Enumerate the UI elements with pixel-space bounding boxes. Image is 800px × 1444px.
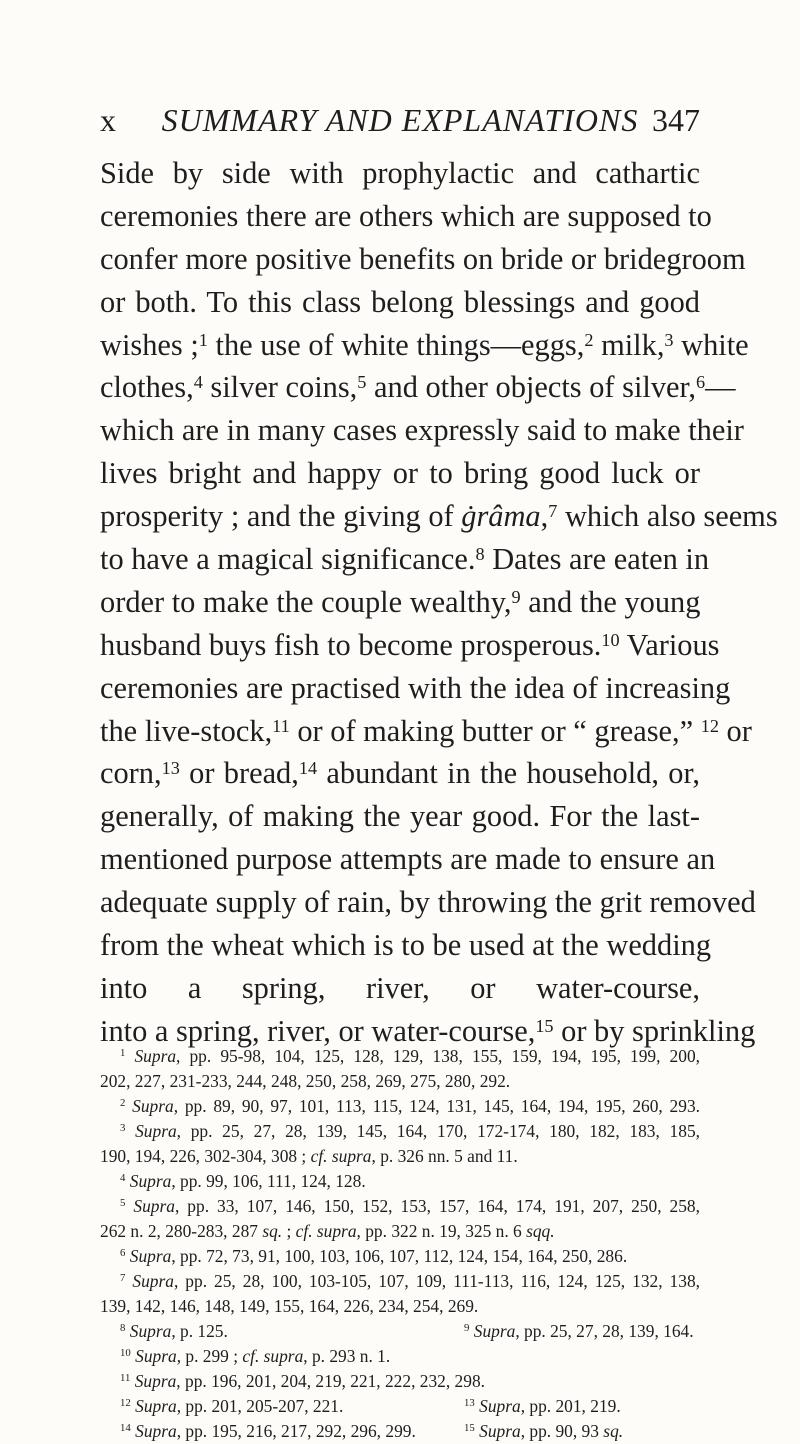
footnote: $^7$ Supra, pp. 25, 28, 100, 103-105, 107, 109, 111-113, 116, 124, 125, 132, 138, (120, 1271, 700, 1291)
footnote-ref: 12 (700, 715, 719, 736)
body-line: clothes,$^4$ silver coins,$^5$ and other objects of silver,$^6$— (100, 370, 736, 405)
main-paragraph (100, 152, 778, 1053)
running-title: SUMMARY AND EXPLANATIONS (161, 102, 639, 138)
running-header (100, 100, 700, 140)
body-line: mentioned purpose attempts are made to ensure an (100, 842, 716, 877)
body-line: prosperity ; and the giving of ġrâma,$^7$ which also seems (100, 499, 778, 534)
footnote-pair (100, 1319, 700, 1344)
body-line: order to make the couple wealthy,$^9$ and the young (100, 584, 701, 619)
body-line: husband buys fish to become prosperous.$^{10}$ Various (100, 627, 720, 662)
body-line: Side by side with prophylactic and cathartic (100, 156, 700, 190)
body-line: into a spring, river, or water-course, (100, 970, 700, 1005)
body-line: the live-stock,$^{11}$ or of making butter or “ grease,” $^{12}$ or (100, 713, 752, 748)
body-line: wishes ;$^1$ the use of white things—eggs,$^2$ milk,$^3$ white (100, 327, 749, 362)
footnote-ref: 4 (193, 372, 203, 393)
footnote: $^{12}$ Supra, pp. 201, 205-207, 221. (120, 1396, 344, 1416)
footnote: $^{11}$ Supra, pp. 196, 201, 204, 219, 221, 222, 232, 298. (120, 1371, 485, 1391)
footnote: $^{14}$ Supra, pp. 195, 216, 217, 292, 296, 299. (120, 1421, 416, 1441)
footnote-ref: 8 (475, 544, 485, 565)
footnote: $^1$ Supra, pp. 95-98, 104, 125, 128, 129, 138, 155, 159, 194, 195, 199, 200, (120, 1046, 700, 1066)
footnote-ref: 3 (664, 329, 674, 350)
body-line: or both. To this class belong blessings and good (100, 284, 700, 319)
footnote: $^6$ Supra, pp. 72, 73, 91, 100, 103, 106, 107, 112, 124, 154, 164, 250, 286. (120, 1246, 628, 1266)
body-line: lives bright and happy or to bring good luck or (100, 456, 700, 491)
footnote-ref: 13 (161, 758, 180, 779)
footnote-ref: 10 (601, 629, 620, 650)
body-line: ceremonies are practised with the idea of increasing (100, 670, 731, 705)
footnote-ref: 6 (696, 372, 706, 393)
footnote-cont: 262 n. 2, 280-283, 287 sq. ; cf. supra, pp. 322 n. 19, 325 n. 6 sqq. (100, 1221, 555, 1241)
footnote-ref: 11 (272, 715, 290, 736)
section-marker: x (100, 102, 116, 138)
body-line: to have a magical significance.$^8$ Dates are eaten in (100, 542, 710, 577)
footnote: $^{10}$ Supra, p. 299 ; cf. supra, p. 293 n. 1. (120, 1346, 391, 1366)
footnote: $^8$ Supra, p. 125. (120, 1321, 228, 1341)
footnote: $^9$ Supra, pp. 25, 27, 28, 139, 164. (464, 1321, 694, 1341)
body-line: corn,$^{13}$ or bread,$^{14}$ abundant in the household, or, (100, 756, 700, 791)
footnote-pair (100, 1419, 700, 1444)
footnote: $^{15}$ Supra, pp. 90, 93 sq. (464, 1421, 624, 1441)
footnote-ref: 9 (511, 586, 521, 607)
footnote-ref: 2 (584, 329, 594, 350)
footnote: $^2$ Supra, pp. 89, 90, 97, 101, 113, 115, 124, 131, 145, 164, 194, 195, 260, 293. (120, 1096, 700, 1116)
footnotes (100, 1044, 700, 1444)
footnote-ref: 1 (198, 329, 208, 350)
footnote: $^{13}$ Supra, pp. 201, 219. (464, 1396, 621, 1416)
footnote: $^4$ Supra, pp. 99, 106, 111, 124, 128. (120, 1171, 366, 1191)
footnote: $^3$ Supra, pp. 25, 27, 28, 139, 145, 164, 170, 172-174, 180, 182, 183, 185, (120, 1121, 700, 1141)
body-line: which are in many cases expressly said to make their (100, 413, 744, 448)
footnote-ref: 14 (298, 758, 318, 779)
body-line: into a spring, river, or water-course,$^{15}$ or by sprinkling (100, 1013, 756, 1048)
body-line: ceremonies there are others which are supposed to (100, 198, 712, 233)
footnote-ref: 7 (548, 501, 558, 522)
footnote: $^5$ Supra, pp. 33, 107, 146, 150, 152, 153, 157, 164, 174, 191, 207, 250, 258, (120, 1196, 700, 1216)
body-line: adequate supply of rain, by throwing the grit removed (100, 885, 756, 920)
body-line: from the wheat which is to be used at the wedding (100, 928, 712, 963)
footnote-cont: 190, 194, 226, 302-304, 308 ; cf. supra, p. 326 nn. 5 and 11. (100, 1146, 518, 1166)
body-line: generally, of making the year good. For the last- (100, 799, 700, 834)
footnote-cont: 139, 142, 146, 148, 149, 155, 164, 226, 234, 254, 269. (100, 1296, 479, 1316)
body-line: confer more positive benefits on bride or bridegroom (100, 241, 746, 276)
footnote-pair (100, 1394, 700, 1419)
page-number: 347 (652, 102, 700, 138)
footnote-cont: 202, 227, 231-233, 244, 248, 250, 258, 269, 275, 280, 292. (100, 1071, 511, 1091)
footnote-ref: 5 (357, 372, 367, 393)
footnote-ref: 15 (535, 1015, 554, 1036)
